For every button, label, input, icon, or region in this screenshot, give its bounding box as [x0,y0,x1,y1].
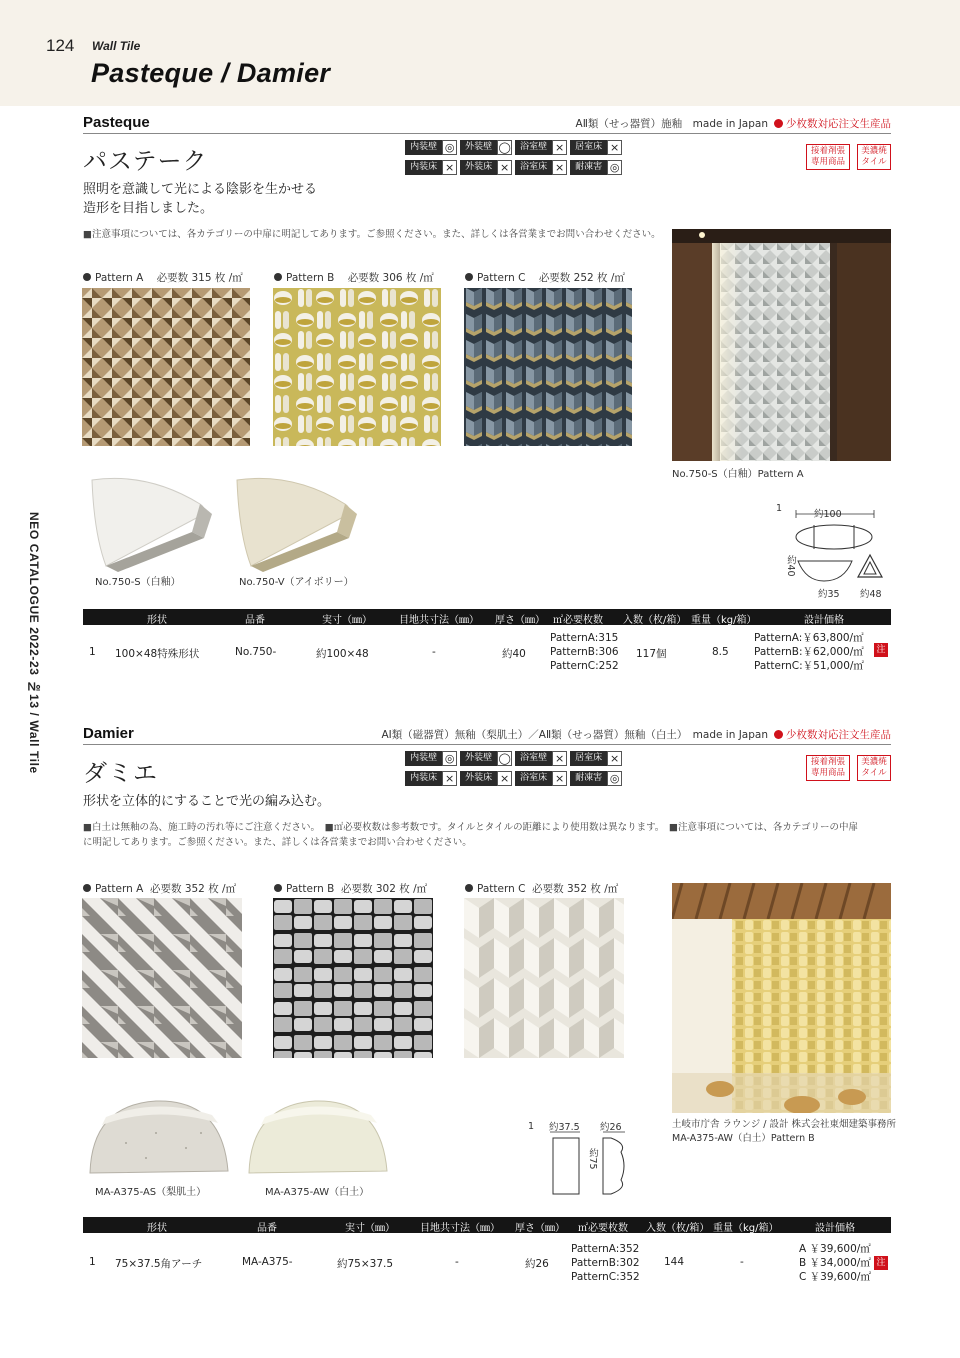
pasteque-photo-caption: No.750-S（白釉）Pattern A [672,469,804,480]
pasteque-pattern-b-image [273,288,441,446]
col-header: ㎡必要枚数 [578,1223,628,1234]
pasteque-usage-grid [405,139,622,177]
price-line: PatternC:￥51,000/㎡ [754,660,864,672]
required-line: PatternA:315 [550,632,619,644]
tile-caption: No.750-S（白釉） [95,577,181,588]
page-number: 124 [46,36,75,55]
pasteque-description [83,180,317,218]
diagram-depth: 約35 [818,589,840,600]
caption-line: MA-A375-AW（白土）Pattern B [672,1133,815,1144]
header-band [0,0,960,106]
usage-cell [460,159,512,175]
usage-mark: × [442,160,457,175]
badge-line: タイル [861,768,887,778]
badge-line: 接着剤張 [810,146,845,156]
pattern-label [465,881,618,896]
col-header: 厚さ（㎜） [515,1223,565,1234]
usage-label: 耐凍害 [570,771,607,786]
usage-mark: × [497,160,512,175]
usage-label: 内装壁 [405,751,442,766]
tile-caption: MA-A375-AW（白土） [265,1187,370,1198]
usage-mark: × [607,751,622,766]
price-line: A ￥39,600/㎡ [799,1243,871,1255]
usage-label: 外装床 [460,160,497,175]
bullet-icon [274,884,282,892]
col-header: 厚さ（㎜） [495,615,545,626]
tile-image-a375-aw [245,1093,393,1183]
usage-cell [405,139,457,155]
usage-cell [570,750,622,766]
price-line: PatternA:￥63,800/㎡ [754,632,864,644]
damier-name-jp: ダミエ [83,759,158,787]
usage-mark: ◯ [498,140,511,154]
pattern-label [274,270,434,285]
col-header: 品番 [245,615,265,626]
pasteque-pattern-c-image [464,288,632,446]
pattern-name: Pattern C [477,883,526,895]
section-rule [83,133,891,134]
col-header: 入数（枚/箱） [646,1223,710,1234]
usage-mark: × [552,751,567,766]
usage-mark: ◯ [498,751,511,765]
required-line: PatternC:352 [571,1271,640,1283]
row-joint: - [455,1256,459,1268]
damier-installation-photo [672,883,891,1113]
pattern-label [83,270,243,285]
damier-made-to-order: 少枚数対応注文生産品 [786,729,891,741]
sidebar-catalogue-label: NEO CATALOGUE 2022-23 №13 / Wall Tile [27,512,41,774]
page-title: Pasteque / Damier [91,58,331,88]
usage-mark: × [552,140,567,155]
usage-cell [460,750,512,766]
row-index: 1 [89,1256,96,1268]
row-weight: 8.5 [712,646,729,658]
tile-image-a375-as [86,1093,234,1183]
section-title-damier: Damier [83,725,134,742]
col-header: 目地共寸法（㎜） [420,1223,500,1234]
pattern-name: Pattern B [286,272,335,284]
row-per-box: 117個 [636,648,667,660]
usage-cell [515,770,567,786]
col-header: 重量（kg/箱） [713,1223,779,1234]
row-shape: 100×48特殊形状 [115,648,200,660]
diagram-height: 約40 [785,555,796,577]
pattern-required: 必要数 352 枚 /㎡ [149,883,237,895]
badge-line: タイル [861,157,887,167]
pasteque-table-header [83,609,891,625]
usage-mark: × [552,771,567,786]
pasteque-installation-photo [672,229,891,461]
order-mark-badge: 注 [874,643,888,657]
pattern-required: 必要数 306 枚 /㎡ [347,272,434,284]
col-header: 実寸（㎜） [322,615,372,626]
description-line: 照明を意識して光による陰影を生かせる [83,182,318,197]
damier-note [83,820,858,850]
diagram-width: 約100 [814,509,842,520]
page-category: Wall Tile [92,39,141,53]
col-header: 形状 [147,615,167,626]
badge-line: 接着剤張 [810,757,845,767]
price-line: B ￥34,000/㎡ [799,1257,871,1269]
tile-caption: No.750-V（アイボリー） [239,577,354,588]
usage-cell [405,159,457,175]
usage-label: 浴室壁 [515,140,552,155]
col-header: 品番 [257,1223,277,1234]
usage-cell [570,770,622,786]
badge-line: 専用商品 [810,157,845,167]
row-size: 約100×48 [316,648,369,660]
row-shape: 75×37.5角アーチ [115,1258,203,1270]
row-price [799,1242,871,1284]
pasteque-made-to-order: 少枚数対応注文生産品 [786,118,891,130]
usage-label: 浴室床 [515,771,552,786]
usage-mark: × [552,160,567,175]
pattern-name: Pattern A [95,272,144,284]
usage-cell [405,750,457,766]
diagram-index: 1 [528,1121,535,1132]
damier-pattern-b-image [273,898,433,1058]
col-header: 重量（kg/箱） [691,615,757,626]
diagram-width: 約37.5 [549,1122,580,1133]
pattern-required: 必要数 315 枚 /㎡ [156,272,243,284]
usage-cell [570,139,622,155]
note-line: ■白土は無釉の為、施工時の汚れ等にご注意ください。 ■㎡必要枚数は参考数です。タイルとタイルの距離により使用数は異なります。 ■注意事項については、各カテゴリーの中扉 [83,822,858,833]
usage-mark: × [442,771,457,786]
damier-pattern-c-image [464,898,624,1058]
usage-label: 内装壁 [405,140,442,155]
tile-image-750-v [233,474,361,576]
diagram-side: 約48 [860,589,882,600]
badge-line: 美濃焼 [861,146,887,156]
caption-line: 土岐市庁舎 ラウンジ / 設計 株式会社東畑建築事務所 [672,1119,897,1130]
required-line: PatternC:252 [550,660,619,672]
col-header: 実寸（㎜） [345,1223,395,1234]
usage-cell [405,770,457,786]
pattern-label [274,881,427,896]
usage-label: 内装床 [405,771,442,786]
usage-label: 耐凍害 [570,160,607,175]
pasteque-note: ■注意事項については、各カテゴリーの中扉に明記してあります。ご参照ください。また、詳しくは各営業までお問い合わせください。 [83,229,661,240]
usage-cell [460,770,512,786]
pattern-required: 必要数 302 枚 /㎡ [341,883,428,895]
diagram-height: 約75 [587,1148,598,1170]
col-header: 目地共寸法（㎜） [399,615,479,626]
row-required [571,1242,640,1284]
usage-mark: ◎ [442,751,457,766]
col-header: 形状 [147,1223,167,1234]
required-line: PatternB:302 [571,1257,640,1269]
row-thickness: 約26 [525,1258,549,1270]
usage-cell [515,750,567,766]
required-line: PatternB:306 [550,646,619,658]
badge-line: 美濃焼 [861,757,887,767]
diagram-index: 1 [776,503,783,514]
col-header: 入数（枚/箱） [623,615,687,626]
usage-cell [515,159,567,175]
description-line: 造形を目指しました。 [83,201,214,216]
tile-image-750-s [88,474,216,576]
section-title-pasteque: Pasteque [83,114,150,131]
row-code: No.750- [235,646,277,658]
usage-label: 浴室床 [515,160,552,175]
pasteque-spec-text: AⅡ類（せっ器質）施釉 made in Japan [575,118,768,130]
price-line: PatternB:￥62,000/㎡ [754,646,864,658]
usage-mark: × [607,140,622,155]
pattern-name: Pattern B [286,883,335,895]
row-per-box: 144 [664,1256,685,1268]
usage-label: 外装壁 [460,751,497,766]
red-dot-icon [774,119,783,128]
pattern-label [465,270,625,285]
row-size: 約75×37.5 [337,1258,394,1270]
badge-line: 専用商品 [810,768,845,778]
col-header: 設計価格 [804,615,844,626]
pattern-name: Pattern C [477,272,526,284]
mino-tile-badge [857,755,891,781]
bullet-icon [465,884,473,892]
pattern-name: Pattern A [95,883,144,895]
usage-cell [515,139,567,155]
row-weight: - [740,1256,744,1268]
usage-mark: ◎ [607,160,622,175]
damier-spec [382,727,892,742]
row-code: MA-A375- [242,1256,293,1268]
bullet-icon [274,273,282,281]
damier-spec-text: AⅠ類（磁器質）無釉（梨肌土）／AⅡ類（せっ器質）無釉（白土） made in Japan [381,729,768,741]
required-line: PatternA:352 [571,1243,640,1255]
usage-label: 浴室壁 [515,751,552,766]
order-mark-badge: 注 [874,1256,888,1270]
pasteque-pattern-a-image [82,288,250,446]
usage-label: 外装壁 [460,140,497,155]
damier-description: 形状を立体的にすることで光の編み込む。 [83,794,331,809]
usage-cell [460,139,512,155]
row-thickness: 約40 [502,648,526,660]
damier-table-header [83,1217,891,1233]
pattern-required: 必要数 252 枚 /㎡ [538,272,625,284]
red-dot-icon [774,730,783,739]
adhesive-only-badge [806,144,850,170]
diagram-depth: 約26 [600,1122,622,1133]
tile-caption: MA-A375-AS（梨肌土） [95,1187,207,1198]
usage-label: 外装床 [460,771,497,786]
col-header: 設計価格 [815,1223,855,1234]
section-rule [83,744,891,745]
bullet-icon [83,273,91,281]
damier-pattern-a-image [82,898,242,1058]
usage-mark: × [497,771,512,786]
col-header: ㎡必要枚数 [553,615,603,626]
usage-label: 居室床 [570,140,607,155]
bullet-icon [465,273,473,281]
usage-label: 居室床 [570,751,607,766]
damier-usage-grid [405,750,622,788]
usage-mark: ◎ [607,771,622,786]
pasteque-spec [576,116,891,131]
usage-mark: ◎ [442,140,457,155]
usage-cell [570,159,622,175]
pasteque-name-jp: パステーク [83,147,208,175]
row-required [550,631,619,673]
adhesive-only-badge [806,755,850,781]
row-price [754,631,864,673]
damier-photo-caption [672,1118,896,1146]
note-line: に明記してあります。ご参照ください。また、詳しくは各営業までお問い合わせください。 [83,837,472,848]
usage-label: 内装床 [405,160,442,175]
pattern-required: 必要数 352 枚 /㎡ [532,883,619,895]
row-joint: - [432,646,436,658]
pattern-label [83,881,236,896]
bullet-icon [83,884,91,892]
price-line: C ￥39,600/㎡ [799,1271,871,1283]
row-index: 1 [89,646,96,658]
mino-tile-badge [857,144,891,170]
